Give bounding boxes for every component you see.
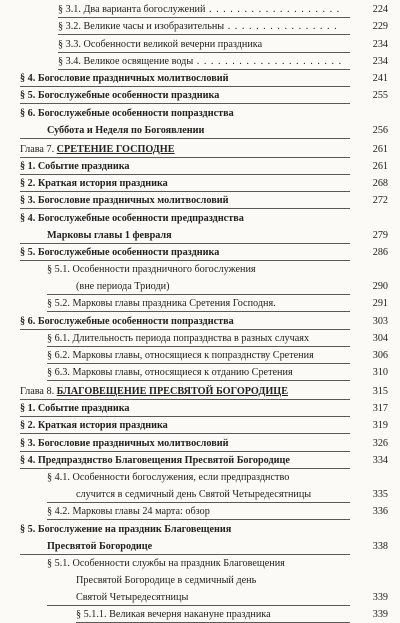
toc-entry-title [47,230,172,242]
toc-entry-title [20,195,228,207]
entry-text: § 5.2. Марковы главы праздника Сретения Господня. [47,298,276,309]
toc-entry-title [20,73,228,85]
toc-entry-title [20,144,175,156]
entry-text: Святой Четыредесятницы [76,592,189,603]
entry-text: § 4.1. Особенности богослужения, если предпразднство [47,472,290,483]
page-number: 319 [372,420,388,431]
page-number: 279 [372,230,388,241]
page-number: 303 [372,316,388,327]
toc-entry-title [20,161,130,173]
toc-entry-title [20,213,244,225]
entry-text: § 4. Богослужебные особенности предпразднства [20,213,244,224]
page-number: 224 [372,4,388,15]
page-number: 336 [372,506,388,517]
toc-entry-title [47,125,204,137]
toc-entry-title [20,90,219,102]
toc-entry-title [20,438,228,450]
entry-text: § 6.2. Марковы главы, относящиеся к попразднству Сретения [47,350,314,361]
entry-text: § 6.3. Марковы главы, относящиеся к отданию Сретения [47,367,293,378]
page-number: 335 [372,489,388,500]
page-number: 286 [372,247,388,258]
leader-dots: . . . . . . . . . . . . . . . . . . . . . [193,56,343,67]
toc-entry-title [47,298,276,310]
toc-entry-title [20,108,234,120]
page-number: 334 [372,455,388,466]
page-number: 317 [372,403,388,414]
entry-text: § 6.1. Длительность периода попразднства в разных случаях [47,333,310,344]
leader-dots: . . . . . . . . . . . . . . . . . . . [205,4,341,15]
page-number: 234 [372,56,388,67]
entry-text: § 3.2. Великие часы и изобразительны [58,21,225,32]
toc-entry-title [58,39,262,51]
page-number: 261 [372,161,388,172]
toc-entry-title [58,21,338,33]
page-number: 241 [372,73,388,84]
toc-entry-title [76,609,271,621]
leader-dots: . . . . . . . . . . . . . . . . [224,21,338,32]
entry-text: § 5. Богослужебные особенности праздника [20,247,220,258]
toc-entry-title [58,4,340,16]
toc-entry-title [20,455,290,467]
toc-entry-title [47,472,289,484]
page-number: 255 [372,90,388,101]
chapter-title: СРЕТЕНИЕ ГОСПОДНЕ [56,144,175,155]
entry-text: § 3.4. Великое освящение воды [58,56,194,67]
entry-text: Марковы главы 1 февраля [47,230,172,241]
page-number: 261 [372,144,388,155]
entry-text: Пресвятой Богородице в седмичный день [76,575,257,586]
toc-entry-title [20,178,168,190]
toc-entry-title [58,56,342,68]
entry-text: § 1. Событие праздника [20,403,130,414]
entry-text: Суббота и Неделя по Богоявлении [47,125,205,136]
page-number: 310 [372,367,388,378]
page-number: 339 [372,592,388,603]
page-number: 339 [372,609,388,620]
toc-entry-title [47,367,293,379]
entry-text: § 1. Событие праздника [20,161,130,172]
page-number: 272 [372,195,388,206]
page-number: 290 [372,281,388,292]
toc-entry-title [76,575,256,587]
page-number: 326 [372,438,388,449]
page-number: 268 [372,178,388,189]
entry-text: § 6. Богослужебные особенности попразднства [20,316,234,327]
entry-text: § 3. Богословие праздничных молитвословий [20,195,229,206]
toc-entry-title [47,541,152,553]
toc-entry-title [47,333,309,345]
entry-text: § 2. Краткая история праздника [20,178,168,189]
page-number: 229 [372,21,388,32]
toc-entry-title [20,247,219,259]
entry-text: (вне периода Триоди) [76,281,170,292]
toc-entry-title [20,403,130,415]
entry-text: § 5.1.1. Великая вечерня накануне праздника [76,609,271,620]
page-number: 256 [372,125,388,136]
chapter-number: Глава 7. [20,144,57,155]
page-number: 315 [372,386,388,397]
toc-entry-title [47,506,210,518]
entry-text: § 4. Предпразднство Благовещения Пресвятой Богородице [20,455,290,466]
entry-text: § 2. Краткая история праздника [20,420,168,431]
toc-entry-title [47,264,256,276]
entry-text: § 6. Богослужебные особенности попразднства [20,108,234,119]
toc-entry-title [20,316,234,328]
toc-entry-title [76,281,170,293]
entry-text: Пресвятой Богородице [47,541,153,552]
toc-entry-title [20,420,168,432]
entry-text: § 5. Богослужение на праздник Благовещения [20,524,232,535]
toc-entry-title [20,386,288,398]
chapter-number: Глава 8. [20,386,57,397]
toc-entry-title [47,558,285,570]
entry-text: § 4. Богословие праздничных молитвословий [20,73,229,84]
entry-text: § 5.1. Особенности праздничного богослужения [47,264,256,275]
toc-entry-title [47,350,314,362]
page-number: 306 [372,350,388,361]
entry-text: § 3.1. Два варианта богослужений [58,4,206,15]
page-number: 338 [372,541,388,552]
page-number: 234 [372,39,388,50]
entry-text: § 5. Богослужебные особенности праздника [20,90,220,101]
entry-text: § 4.2. Марковы главы 24 марта: обзор [47,506,210,517]
page-number: 291 [372,298,388,309]
entry-text: § 5.1. Особенности службы на праздник Благовещения [47,558,285,569]
entry-text: случится в седмичный день Святой Четыредесятницы [76,489,312,500]
chapter-title: БЛАГОВЕЩЕНИЕ ПРЕСВЯТОЙ БОГОРОДИЦЕ [56,386,288,397]
entry-text: § 3. Богословие праздничных молитвословий [20,438,229,449]
page-number: 304 [372,333,388,344]
toc-entry-title [76,592,188,604]
toc-entry-title [20,524,231,536]
entry-text: § 3.3. Особенности великой вечерни праздника [58,39,263,50]
toc-entry-title [76,489,311,501]
